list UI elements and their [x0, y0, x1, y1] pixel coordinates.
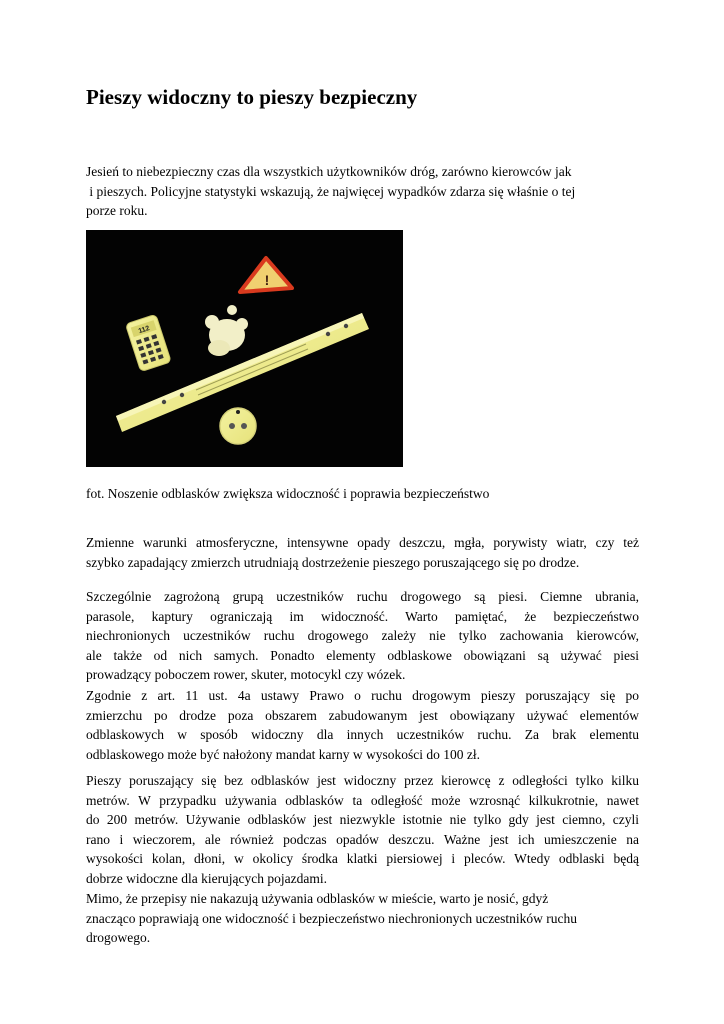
text-line: parasole, kaptury ograniczają im widoczność. Warto pamiętać, że bezpieczeństwo: [86, 608, 639, 624]
reflectors-photo-graphic: [86, 230, 403, 467]
intro-line: i pieszych. Policyjne statystyki wskazują, że najwięcej wypadków zdarza się właśnie o tej: [86, 183, 576, 199]
text-line: Pieszy poruszający się bez odblasków jest widoczny przez kierowcę z odległości tylko kilku: [86, 773, 639, 788]
intro-line: porze roku.: [86, 203, 148, 218]
text-line: drogowego.: [86, 930, 151, 945]
paragraph-law: [86, 686, 639, 764]
text-line: niechronionych uczestników ruchu drogowego zależy nie tylko zachowania kierowców,: [86, 628, 639, 643]
text-line: wysokości kolan, dłoni, w okolicy środka klatki piersiowej i pleców. Wtedy odblaski będą: [86, 851, 639, 866]
photo-caption: fot. Noszenie odblasków zwiększa widoczność i poprawia bezpieczeństwo: [86, 486, 490, 501]
text-line: odblaskowego może być nałożony mandat karny w wysokości do 100 zł.: [86, 746, 481, 762]
text-line: ale także od nich samych. Ponadto elementy odblaskowe obowiązani są używać piesi: [86, 647, 639, 663]
text-line: Zmienne warunki atmosferyczne, intensywne opady deszczu, mgła, porywisty wiatr, czy też: [86, 535, 639, 550]
paragraph-pedestrians: [86, 587, 639, 685]
text-line: dobrze widoczne dla kierujących pojazdami.: [86, 870, 328, 886]
intro-paragraph: [86, 162, 646, 221]
triangle-symbol: !: [264, 272, 270, 288]
round-reflector: [220, 408, 256, 444]
phone-label: 112: [137, 325, 151, 336]
text-line: metrów. W przypadku używania odblasków ta odległość może wzrosnąć kilkukrotnie, nawet: [86, 792, 639, 808]
text-line: Szczególnie zagrożoną grupą uczestników ruchu drogowego są piesi. Ciemne ubrania,: [86, 589, 639, 604]
text-line: szybko zapadający zmierzch utrudniają dostrzeżenie pieszego poruszającego się po drodze.: [86, 554, 580, 570]
text-line: znacząco poprawiają one widoczność i bezpieczeństwo niechronionych uczestników ruchu: [86, 910, 578, 926]
intro-line: Jesień to niebezpieczny czas dla wszystkich użytkowników dróg, zarówno kierowców jak: [86, 164, 572, 179]
text-line: Mimo, że przepisy nie nakazują używania odblasków w mieście, warto je nosić, gdyż: [86, 891, 549, 906]
page-title: Pieszy widoczny to pieszy bezpieczny: [86, 85, 418, 109]
text-line: do 200 metrów. Używanie odblasków jest niezwykle istotnie nie tylko gdy jest ciemno, czyli: [86, 812, 639, 827]
text-line: prowadzący poboczem rower, skuter, motocykl czy wózek.: [86, 667, 406, 682]
paragraph-conditions: [86, 533, 639, 572]
text-line: odblaskowych w sposób widoczny dla innych uczestników ruchu. Za brak elementu: [86, 727, 639, 742]
paragraph-visibility: [86, 771, 639, 888]
text-line: Zgodnie z art. 11 ust. 4a ustawy Prawo o ruchu drogowym pieszy poruszający się po: [86, 688, 639, 703]
text-line: zmierzchu po drodze poza obszarem zabudowanym jest obowiązany używać elementów: [86, 707, 639, 723]
paragraph-city: [86, 889, 639, 948]
text-line: rano i wieczorem, ale również podczas opadów deszczu. Ważne jest ich umieszczenie na: [86, 831, 639, 847]
reflectors-photo: [86, 230, 403, 467]
